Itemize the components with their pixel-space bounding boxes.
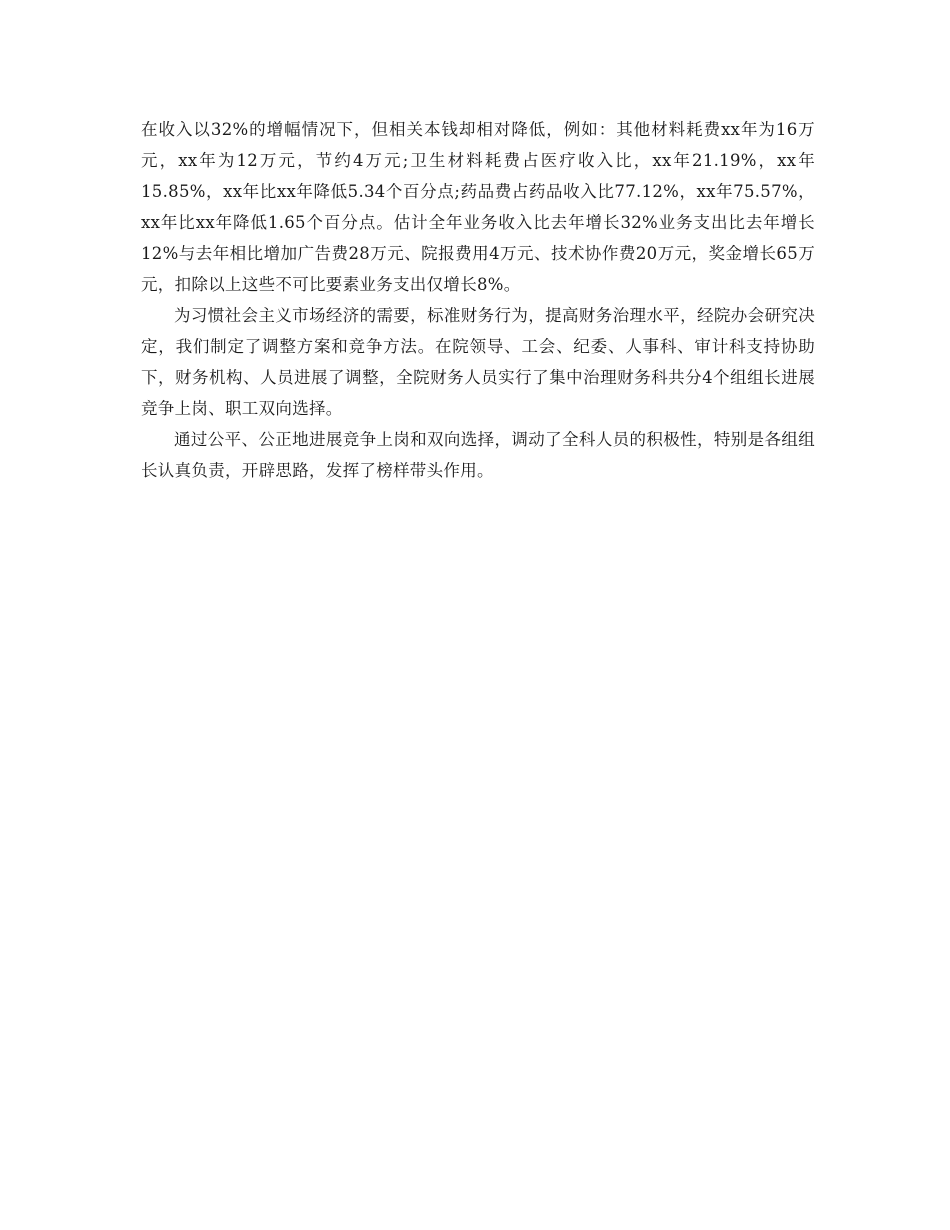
document-body xyxy=(141,114,815,486)
paragraph-results: 通过公平、公正地进展竞争上岗和双向选择，调动了全科人员的积极性，特别是各组组长认真负责，开辟思路，发挥了榜样带头作用。 xyxy=(141,430,815,480)
paragraph-budget-figures: 在收入以32%的增幅情况下，但相关本钱却相对降低，例如：其他材料耗费xx年为16万元，xx年为12万元，节约4万元;卫生材料耗费占医疗收入比，xx年21.19%，xx年15.85%，xx年比xx年降低5.34个百分点;药品费占药品收入比77.12%，xx年75.57%，xx年比xx年降低1.65个百分点。估计全年业务收入比去年增长32%业务支出比去年增长12%与去年相比增加广告费28万元、院报费用4万元、技术协作费20万元，奖金增长65万元，扣除以上这些不可比要素业务支出仅增长8%。 xyxy=(141,120,815,294)
paragraph-restructuring: 为习惯社会主义市场经济的需要，标准财务行为，提高财务治理水平，经院办会研究决定，我们制定了调整方案和竞争方法。在院领导、工会、纪委、人事科、审计科支持协助下，财务机构、人员进展了调整，全院财务人员实行了集中治理财务科共分4个组组长进展竞争上岗、职工双向选择。 xyxy=(141,306,815,418)
